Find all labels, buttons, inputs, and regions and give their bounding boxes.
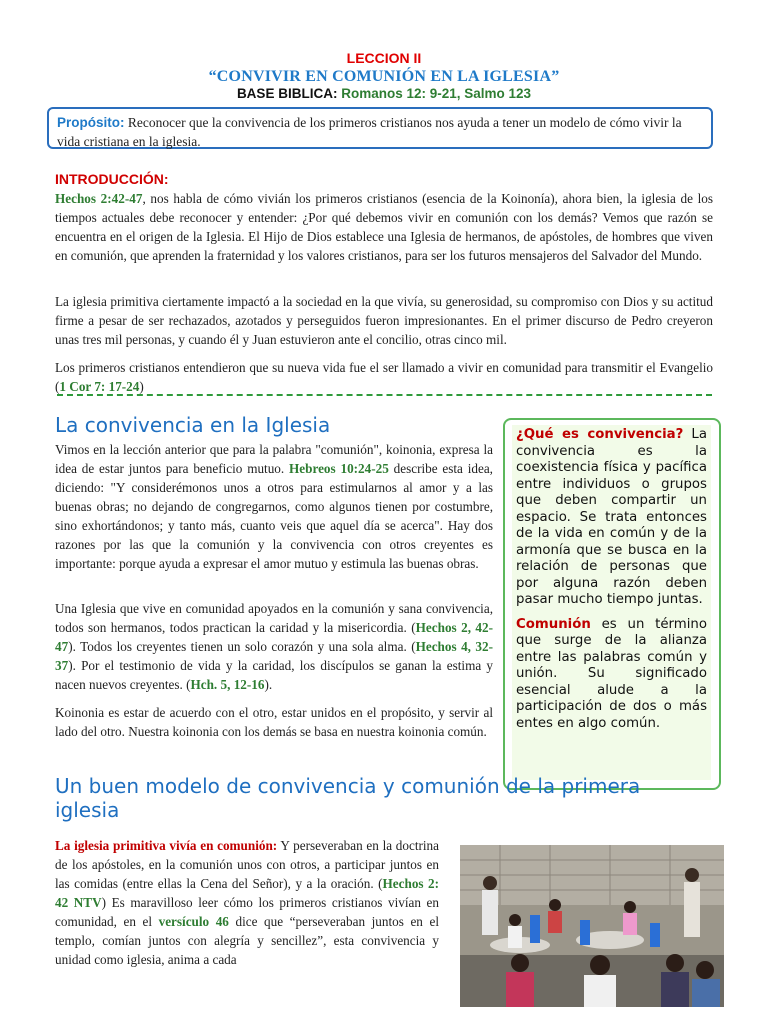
church-gathering-photo [460,845,724,1007]
purpose-text: Reconocer que la convivencia de los primeros cristianos nos ayuda a tener un modelo de cómo vivir la vida cristiana en la iglesia. [57,115,682,149]
photo-illustration [460,845,724,1007]
scripture-ref: Hebreos 10:24-25 [289,461,389,476]
paragraph-lead: La iglesia primitiva vivía en comunión: [55,838,278,853]
paragraph-text: ). Todos los creyentes tienen un solo corazón y una sola alma. ( [68,639,416,654]
definition-label: Comunión [516,616,591,632]
section-heading-convivencia: La convivencia en la Iglesia [55,413,331,437]
paragraph-text: dice que “perseveraban juntos en el templo, comían juntos con alegría y sencillez”, esta convivencia y unidad como iglesia, anima a cada [55,914,439,967]
sidebox-content [512,425,711,780]
definition-label: ¿Qué es convivencia? [516,427,684,442]
paragraph-text: ). [264,677,273,692]
section-divider [57,394,712,396]
section1-paragraph-2 [55,599,493,694]
intro-paragraph-3 [55,358,713,396]
intro-heading: INTRODUCCIÓN: [55,171,169,187]
paragraph-text: Una Iglesia que vive en comunidad apoyados en la comunión y sana convivencia, todos son hermanos, todos practican la caridad y la misericordia. ( [55,601,493,635]
scripture-ref: 1 Cor 7: 17-24 [59,379,140,394]
scripture-ref: Hch. 5, 12-16 [190,677,265,692]
paragraph-text: ). Por el testimonio de vida y la caridad, los discípulos se ganan la estima y nacen nuevos creyentes. ( [55,658,493,692]
scripture-ref: Hechos 2:42-47 [55,191,143,206]
definition-comunion [516,617,707,733]
scripture-ref: Hechos 2, 42-47 [55,620,494,654]
purpose-box [47,107,713,149]
base-biblica [0,86,768,101]
purpose-label: Propósito: [57,115,125,130]
section1-paragraph-1 [55,440,493,573]
paragraph-text: Vimos en la lección anterior que para la palabra "comunión", koinonia, expresa la idea de estar juntos para beneficio mutuo. [55,442,493,476]
definition-sidebox [503,418,721,790]
scripture-ref: Hechos 4, 32-37 [55,639,493,673]
paragraph-text: Los primeros cristianos entendieron que su nueva vida fue el ser llamado a vivir en comunidad para transmitir el Evangelio ( [55,360,713,394]
lesson-title: “CONVIVIR EN COMUNIÓN EN LA IGLESIA” [208,68,560,85]
intro-paragraph-2: La iglesia primitiva ciertamente impactó a la sociedad en la que vivía, su generosidad, su compromiso con Dios y su actitud firme a pesar de ser rechazados, azotados y perseguidos fueron impresionantes. En el primer discurso de Pedro creyeron unas tres mil personas, y cuando él y Juan estuvieron ante el concilio, otras cinco mil. [55,294,713,347]
paragraph-text: ) [139,379,144,394]
scripture-ref: versículo 46 [158,914,229,929]
section2-paragraph-1 [55,836,439,969]
section1-paragraph-3: Koinonia es estar de acuerdo con el otro, estar unidos en el propósito, y servir al lado del otro. Nuestra koinonia con los demás se basa en nuestra koinonia común. [55,705,493,739]
base-label: BASE BIBLICA: [236,86,338,101]
definition-text: es un término que surge de la alianza entre las palabras común y unión. Su significado esencial alude a la participación de dos o más entes en algo común. [516,616,707,731]
base-reference: Romanos 12: 9-21, Salmo 123 [341,86,532,101]
paragraph-text: , nos habla de cómo vivián los primeros cristianos (esencia de la Koinonía), ahora bien, la iglesia de los tiempos actuales debe reconocer y entender: ¿Por qué debemos vivir en comunión con los demás? Vemos que razón se encuentra en el origen de la Iglesia. El Hijo de Dios establece una Iglesia de hermanos, de apóstoles, de hombres que viven en comunión, que aprenden la fraternidad y los valores cristianos, para ser los futuros mensajeros del Salvador del Mundo. [55,191,713,263]
definition-convivencia [516,427,707,609]
definition-text: La convivencia es la coexistencia física y pacífica entre individuos o grupos que deben compartir un espacio. Se trata entonces de la vida en común y de la armonía que se busca en la relación de personas que por alguna razón deben pasar mucho tiempo juntas. [516,427,707,607]
paragraph-text: describe esta idea, diciendo: "Y considerémonos unos a otros para estimularnos al amor y a las buenas obras; no dejando de congregarnos, como algunos tienen por costumbre, sino exhortándonos; y tanto más, cuanto veis que aquel día se acerca". Hay dos razones por las que la comunión y la convivencia con otros creyentes es importante: porque ayuda a expresar el amor mutuo y estimula las buenas obras. [55,461,493,571]
intro-paragraph-1 [55,189,713,265]
paragraph-text: Y perseveraban en la doctrina de los apóstoles, en la comunión unos con otros, a participar juntos en las comidas (entre ellas la Cena del Señor), y a la oración. ( [55,838,439,891]
section-heading-modelo: Un buen modelo de convivencia y comunión de la primera iglesia [55,774,641,822]
lesson-number: LECCION II [346,50,422,66]
scripture-ref: Hechos 2: 42 NTV [55,876,439,910]
paragraph-text: ) Es maravilloso leer cómo los primeros cristianos vivían en comunidad, en el [55,895,440,929]
